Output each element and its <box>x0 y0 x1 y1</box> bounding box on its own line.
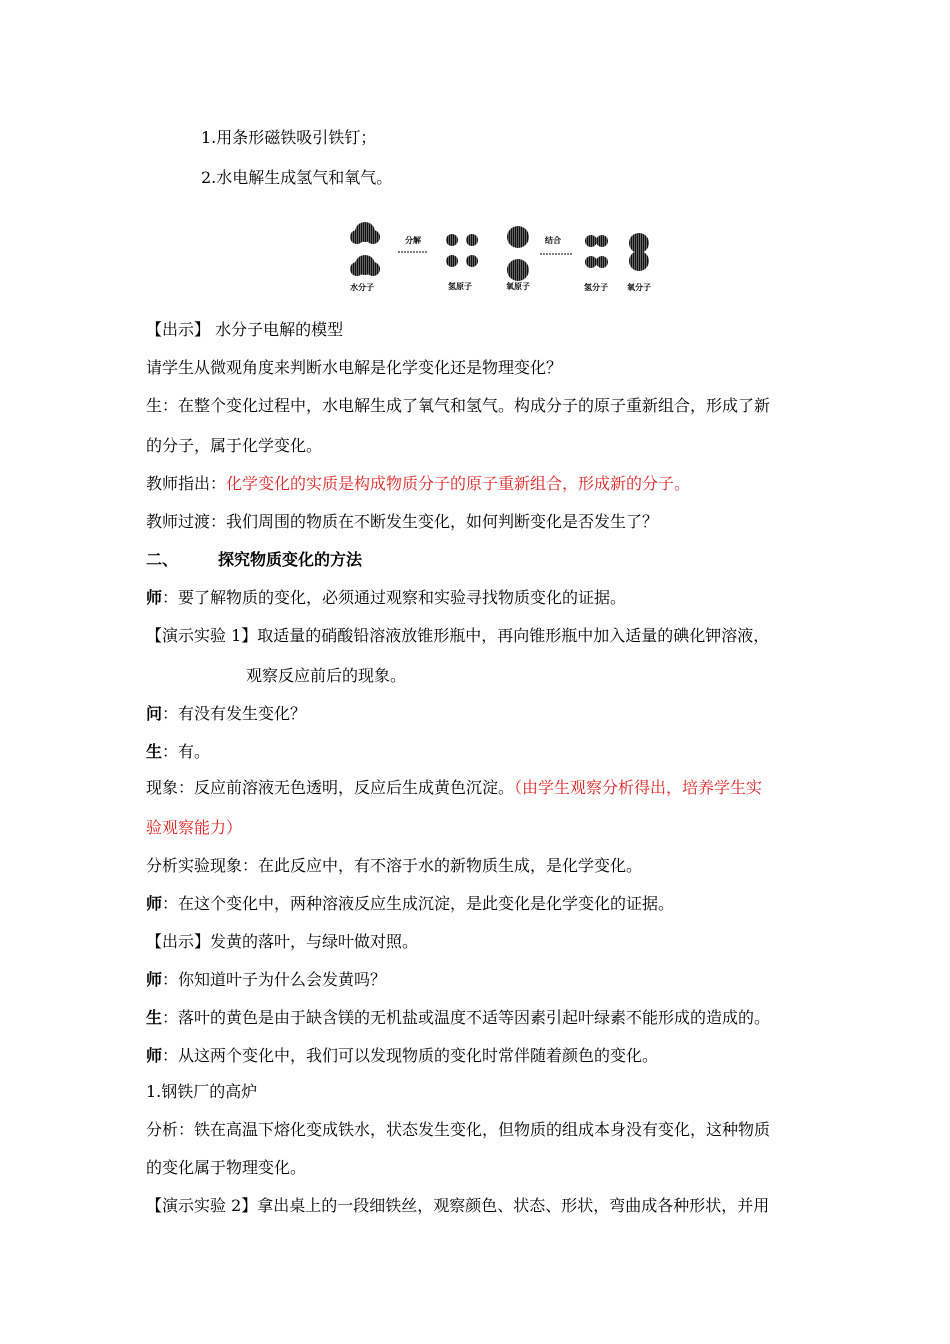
ask-line <box>146 704 306 724</box>
teacher-note-prefix: 教师指出： <box>146 474 227 493</box>
teacher-line-2 <box>146 894 674 914</box>
teacher-line-4 <box>146 1046 658 1066</box>
student-answer-1a: 生：在整个变化过程中，水电解生成了氧气和氢气。构成分子的原子重新组合，形成了新 <box>146 396 771 415</box>
water-electrolysis-diagram <box>340 220 670 300</box>
label-water: 水分子 <box>350 283 374 292</box>
section-heading <box>146 550 362 570</box>
water-molecule-icon <box>350 255 380 276</box>
show-leaves: 【出示】发黄的落叶，与绿叶做对照。 <box>146 932 419 951</box>
list-item-furnace: 1.钢铁厂的高炉 <box>146 1082 258 1101</box>
teacher-text: ：要了解物质的变化，必须通过观察和实验寻找物质变化的证据。 <box>162 588 627 607</box>
teacher-label: 师 <box>146 970 163 989</box>
oxygen-atom-icon <box>507 226 529 281</box>
phenomenon-note: （由学生观察分析得出，培养学生实 <box>514 778 763 797</box>
arrow-label-decompose: 分解 <box>405 236 421 245</box>
analysis-2a: 分析：铁在高温下熔化变成铁水，状态发生变化，但物质的组成本身没有变化，这种物质 <box>146 1120 771 1139</box>
teacher-note <box>146 474 690 494</box>
label-h-atom: 氢原子 <box>448 282 472 291</box>
label-h2: 氢分子 <box>584 283 608 292</box>
analysis-2b: 的变化属于物理变化。 <box>146 1158 307 1177</box>
list-item-2: 2.水电解生成氢气和氧气。 <box>201 168 393 187</box>
water-molecule-icon <box>350 222 380 244</box>
teacher-line-3 <box>146 970 386 990</box>
teacher-transition: 教师过渡：我们周围的物质在不断发生变化，如何判断变化是否发生了？ <box>146 512 659 531</box>
student-text: ：落叶的黄色是由于缺含镁的无机盐或温度不适等因素引起叶绿素不能形成的造成的。 <box>162 1008 771 1027</box>
teacher-line-1 <box>146 588 626 608</box>
teacher-label: 师 <box>146 588 163 607</box>
teacher-label: 师 <box>146 1046 163 1065</box>
student-label: 生 <box>146 1008 163 1027</box>
section-number: 二、 <box>146 550 179 569</box>
hydrogen-atom-icon <box>446 234 478 267</box>
phenomenon-text: 现象：反应前溶液无色透明，反应后生成黄色沉淀。 <box>146 778 515 797</box>
teacher-text: ：你知道叶子为什么会发黄吗？ <box>162 970 387 989</box>
student-text: ：有。 <box>162 742 211 761</box>
ask-text: ：有没有发生变化？ <box>162 704 307 723</box>
analysis-1: 分析实验现象：在此反应中，有不溶于水的新物质生成，是化学变化。 <box>146 856 643 875</box>
show-model: 【出示】 水分子电解的模型 <box>146 320 344 339</box>
section-title: 探究物质变化的方法 <box>218 550 363 569</box>
hydrogen-molecule-icon <box>585 235 608 268</box>
experiment-1a: 【演示实验 1】取适量的硝酸铅溶液放锥形瓶中，再向锥形瓶中加入适量的碘化钾溶液， <box>146 626 770 645</box>
teacher-note-key: 化学变化的实质是构成物质分子的原子重新组合，形成新的分子。 <box>226 474 691 493</box>
teacher-label: 师 <box>146 894 163 913</box>
student-line-2 <box>146 1008 770 1028</box>
ask-label: 问 <box>146 704 163 723</box>
teacher-text: ：从这两个变化中，我们可以发现物质的变化时常伴随着颜色的变化。 <box>162 1046 659 1065</box>
arrow-label-combine: 结合 <box>545 236 561 245</box>
oxygen-molecule-icon <box>629 233 649 271</box>
label-o-atom: 氧原子 <box>506 282 530 291</box>
list-item-1: 1.用条形磁铁吸引铁钉； <box>201 128 377 147</box>
label-o2: 氧分子 <box>627 283 651 292</box>
student-label: 生 <box>146 742 163 761</box>
student-answer-1b: 的分子，属于化学变化。 <box>146 436 323 455</box>
phenomenon-note-b: 验观察能力） <box>146 818 243 837</box>
experiment-2: 【演示实验 2】拿出桌上的一段细铁丝，观察颜色、状态、形状，弯曲成各种形状，并用 <box>146 1196 770 1215</box>
teacher-text: ：在这个变化中，两种溶液反应生成沉淀，是此变化是化学变化的证据。 <box>162 894 675 913</box>
experiment-1b: 观察反应前后的现象。 <box>246 666 407 685</box>
question-1: 请学生从微观角度来判断水电解是化学变化还是物理变化？ <box>146 358 563 377</box>
student-line <box>146 742 210 762</box>
phenomenon-a <box>146 778 762 798</box>
